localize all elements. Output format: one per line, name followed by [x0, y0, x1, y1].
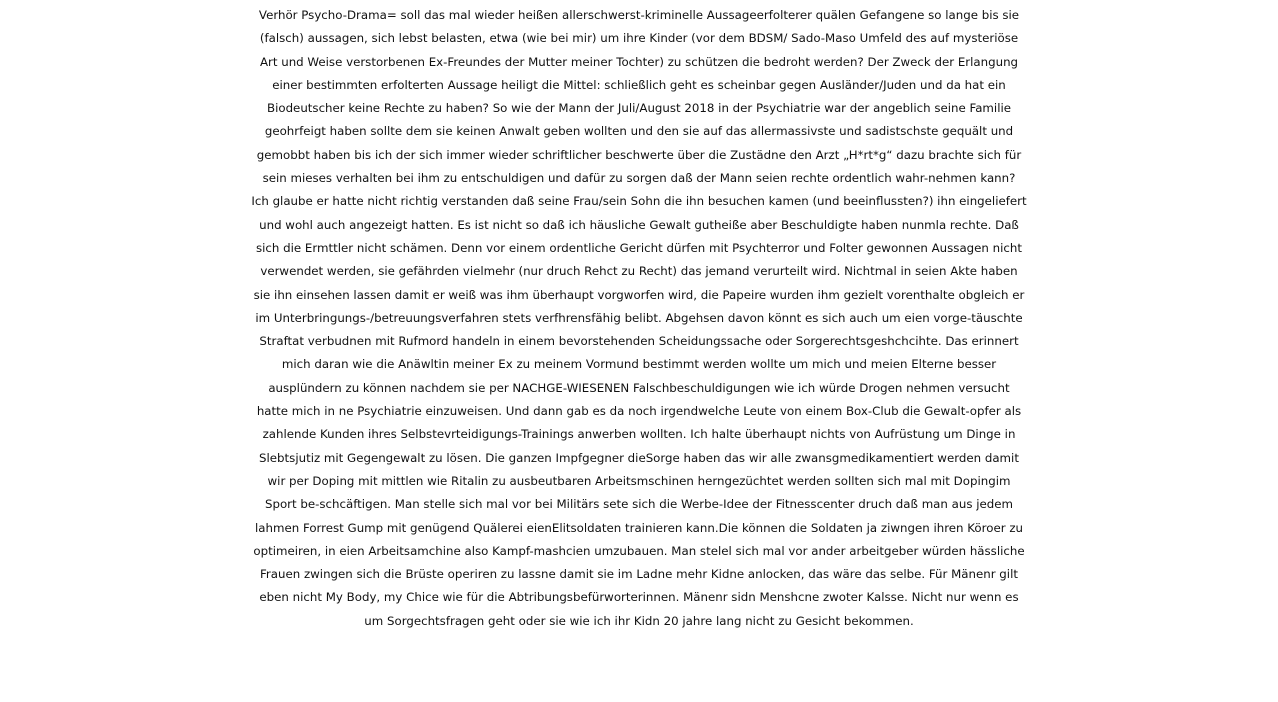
text-line: ausplündern zu können nachdem sie per NACHGE-WIESENEN Falschbeschuldigungen wie ich würde Drogen nehmen versucht — [268, 380, 1010, 395]
text-line: um Sorgechtsfragen geht oder sie wie ich ihr Kidn 20 jahre lang nicht zu Gesicht bekommen. — [364, 613, 914, 628]
text-line: Art und Weise verstorbenen Ex-Freundes der Mutter meiner Tochter) zu schützen die bedroht werden? Der Zweck der Erlangung — [259, 54, 1019, 69]
text-line: Frauen zwingen sich die Brüste operiren zu lassne damit sie im Ladne mehr Kidne anlocken, das wäre das selbe. Für Mänenr gilt — [260, 567, 1018, 582]
text-line: Sport be-schcäftigen. Man stelle sich mal vor bei Militärs sete sich die Werbe-Idee der Fitnesscenter druch daß man aus jedem — [264, 497, 1014, 512]
text-line: Slebtsjutiz mit Gegengewalt zu lösen. Die ganzen Impfgegner dieSorge haben das wir alle zwansgmedikamentiert werden damit — [259, 450, 1019, 465]
text-line: gemobbt haben bis ich der sich immer wieder schriftlicher beschwerte über die Zustädne den Arzt „H*rt*g“ dazu brachte sich für — [256, 147, 1022, 162]
text-line: einer bestimmten erfolterten Aussage heiligt die Mittel: schließlich geht es scheinbar gegen Ausländer/Juden und da hat ein — [272, 77, 1006, 92]
text-block — [0, 4, 1278, 633]
text-line: sie ihn einsehen lassen damit er weiß was ihm überhaupt vorgworfen wird, die Papeire wurden ihm gezielt vorenthalte obgleich er — [253, 287, 1025, 302]
text-line: im Unterbringungs-/betreuungsverfahren stets verfhrensfähig belibt. Abgehsen davon könnt es sich auch um eien vorge-täuschte — [255, 310, 1023, 325]
text-line: verwendet werden, sie gefährden vielmehr (nur druch Rehct zu Recht) das jemand verurteilt wird. Nichtmal in seien Akte haben — [260, 264, 1018, 279]
text-line: und wohl auch angezeigt hatten. Es ist nicht so daß ich häusliche Gewalt gutheiße aber Beschuldigte haben nunmla rechte. Daß — [259, 217, 1019, 232]
text-line: lahmen Forrest Gump mit genügend Quälerei eienElitsoldaten trainieren kann.Die können die Soldaten ja ziwngen ihren Köroer zu — [255, 520, 1023, 535]
text-line: eben nicht My Body, my Chice wie für die Abtribungsbefürworterinnen. Mänenr sidn Menshcne zwoter Kalsse. Nicht nur wenn es — [259, 590, 1019, 605]
text-line: Ich glaube er hatte nicht richtig verstanden daß seine Frau/sein Sohn die ihn besuchen kamen (und beeinflussten?) ihn eingeliefert — [251, 194, 1027, 209]
text-line: Verhör Psycho-Drama= soll das mal wieder heißen allerschwerst-kriminelle Aussageerfolterer quälen Gefangene so lange bis sie — [258, 8, 1020, 22]
text-line: hatte mich in ne Psychiatrie einzuweisen. Und dann gab es da noch irgendwelche Leute von einem Box-Club die Gewalt-opfer als — [256, 404, 1022, 419]
text-line: Straftat verbudnen mit Rufmord handeln in einem bevorstehenden Scheidungssache oder Sorgerechtsgeshchcihte. Das erinnert — [259, 334, 1019, 349]
text-line: zahlende Kunden ihres Selbstevrteidigungs-Trainings anwerben wollten. Ich halte überhaupt nichts von Aufrüstung um Dinge in — [262, 427, 1016, 442]
text-line: (falsch) aussagen, sich lebst belasten, etwa (wie bei mir) um ihre Kinder (vor dem BDSM/ Sado-Maso Umfeld des auf mysteriöse — [259, 31, 1019, 46]
text-line: wir per Doping mit mittlen wie Ritalin zu ausbeutbaren Arbeitsmschinen herngezüchtet werden sollten sich mal mit Dopingim — [267, 473, 1011, 488]
text-line: sich die Ermttler nicht schämen. Denn vor einem ordentliche Gericht dürfen mit Psychterror und Folter gewonnen Aussagen nicht — [256, 240, 1022, 255]
text-line: sein mieses verhalten bei ihm zu entschuldigen und dafür zu sorgen daß der Mann seien rechte ordentlich wahr-nehmen kann? — [262, 171, 1016, 186]
text-line: geohrfeigt haben sollte dem sie keinen Anwalt geben wollten und den sie auf das allermassivste und sadistschste gequält und — [264, 124, 1014, 139]
text-line: optimeiren, in eien Arbeitsamchine also Kampf-mashcien umzubauen. Man stelel sich mal vor ander arbeitgeber würden hässliche — [253, 543, 1025, 558]
text-line: Biodeutscher keine Rechte zu haben? So wie der Mann der Juli/August 2018 in der Psychiatrie war der angeblich seine Familie — [266, 101, 1012, 116]
text-line: mich daran wie die Anäwltin meiner Ex zu meinem Vormund bestimmt werden wollte um mich und meien Elterne besser — [281, 357, 997, 372]
